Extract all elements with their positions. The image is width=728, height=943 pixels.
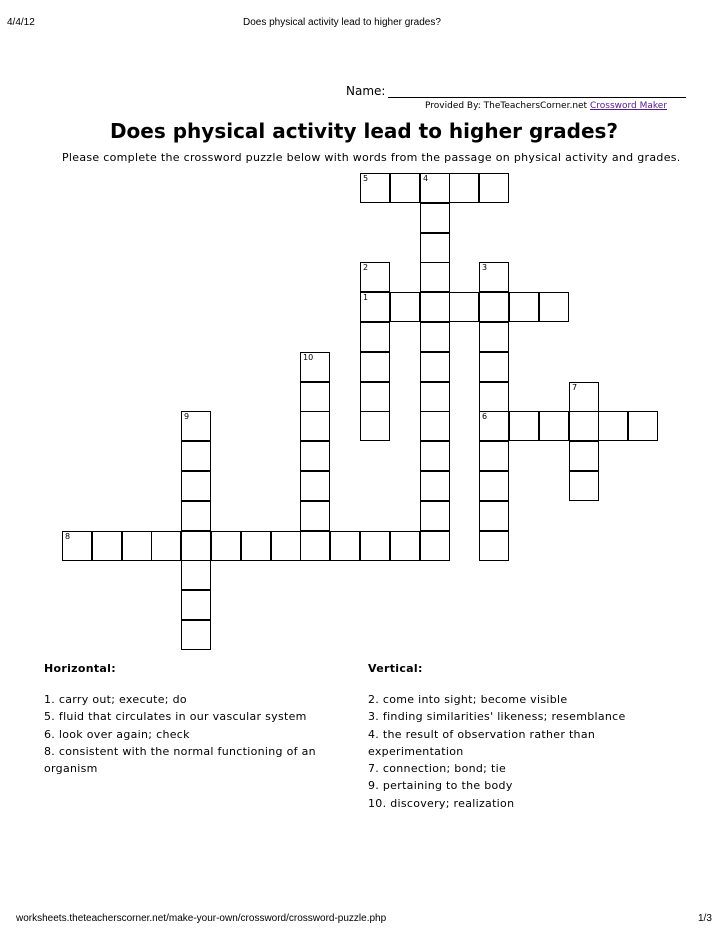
vertical-clues <box>368 691 658 812</box>
clue-number: 3 <box>482 263 488 272</box>
clue-line: 3. finding similarities' likeness; resemblance <box>368 710 626 724</box>
crossword-cell[interactable] <box>420 262 450 292</box>
crossword-cell[interactable] <box>390 173 420 203</box>
crossword-cell[interactable] <box>479 531 509 561</box>
crossword-cell[interactable] <box>241 531 271 561</box>
crossword-cell[interactable] <box>479 173 509 203</box>
crossword-cell[interactable] <box>181 471 211 501</box>
crossword-cell[interactable] <box>420 382 450 412</box>
clue-line: 4. the result of observation rather than <box>368 727 596 741</box>
crossword-cell[interactable] <box>300 352 330 382</box>
crossword-cell[interactable] <box>92 531 122 561</box>
crossword-cell[interactable] <box>300 531 330 561</box>
horizontal-heading: Horizontal: <box>44 662 116 675</box>
clue-line: 6. look over again; check <box>44 727 190 741</box>
clue-line: experimentation <box>368 744 464 758</box>
crossword-cell[interactable] <box>479 471 509 501</box>
clue-line: 2. come into sight; become visible <box>368 693 568 706</box>
crossword-cell[interactable] <box>479 441 509 471</box>
crossword-cell[interactable] <box>420 233 450 263</box>
vertical-heading: Vertical: <box>368 662 423 675</box>
crossword-cell[interactable] <box>360 352 390 382</box>
crossword-cell[interactable] <box>300 501 330 531</box>
crossword-cell[interactable] <box>360 411 390 441</box>
clue-number: 7 <box>572 383 578 392</box>
crossword-cell[interactable] <box>420 411 450 441</box>
crossword-cell[interactable] <box>569 441 599 471</box>
crossword-cell[interactable] <box>181 411 211 441</box>
crossword-cell[interactable] <box>420 441 450 471</box>
crossword-cell[interactable] <box>300 471 330 501</box>
crossword-cell[interactable] <box>509 292 539 322</box>
clue-number: 5 <box>363 174 369 183</box>
crossword-cell[interactable] <box>479 382 509 412</box>
crossword-cell[interactable] <box>569 382 599 412</box>
crossword-cell[interactable] <box>539 411 569 441</box>
crossword-cell[interactable] <box>271 531 301 561</box>
clue-line: 8. consistent with the normal functioning of an <box>44 744 316 758</box>
clue-number: 8 <box>65 532 71 541</box>
crossword-cell[interactable] <box>122 531 152 561</box>
crossword-cell[interactable] <box>420 352 450 382</box>
clue-line: 7. connection; bond; tie <box>368 762 507 776</box>
crossword-cell[interactable] <box>479 292 509 322</box>
crossword-cell[interactable] <box>420 173 450 203</box>
clue-line: 5. fluid that circulates in our vascular system <box>44 710 307 724</box>
crossword-cell[interactable] <box>181 560 211 590</box>
crossword-cell[interactable] <box>360 262 390 292</box>
crossword-cell[interactable] <box>569 471 599 501</box>
print-footer-url: worksheets.theteacherscorner.net/make-your-own/crossword/crossword-puzzle.php <box>16 913 387 924</box>
crossword-cell[interactable] <box>181 501 211 531</box>
crossword-cell[interactable] <box>420 322 450 352</box>
crossword-cell[interactable] <box>211 531 241 561</box>
crossword-cell[interactable] <box>360 382 390 412</box>
horizontal-clues <box>44 691 334 777</box>
crossword-maker-link[interactable]: Crossword Maker <box>589 101 668 111</box>
clue-number: 1 <box>363 293 369 302</box>
crossword-cell[interactable] <box>479 411 509 441</box>
clue-line: 9. pertaining to the body <box>368 779 513 793</box>
crossword-cell[interactable] <box>181 620 211 650</box>
clue-line: 1. carry out; execute; do <box>44 693 187 706</box>
provided-by-text: Provided By: TheTeachersCorner.net <box>425 101 588 111</box>
crossword-cell[interactable] <box>420 203 450 233</box>
crossword-cell[interactable] <box>300 411 330 441</box>
crossword-cell[interactable] <box>598 411 628 441</box>
crossword-cell[interactable] <box>390 292 420 322</box>
clue-number: 2 <box>363 263 369 272</box>
clue-number: 9 <box>184 412 190 421</box>
crossword-cell[interactable] <box>420 501 450 531</box>
crossword-cell[interactable] <box>479 352 509 382</box>
crossword-cell[interactable] <box>300 441 330 471</box>
crossword-cell[interactable] <box>181 590 211 620</box>
crossword-cell[interactable] <box>420 292 450 322</box>
name-label: Name: <box>346 84 386 98</box>
clue-number: 6 <box>482 412 488 421</box>
crossword-cell[interactable] <box>181 441 211 471</box>
crossword-cell[interactable] <box>181 531 211 561</box>
crossword-cell[interactable] <box>360 292 390 322</box>
crossword-cell[interactable] <box>360 531 390 561</box>
crossword-cell[interactable] <box>479 262 509 292</box>
instructions: Please complete the crossword puzzle below with words from the passage on physical activity and grades. <box>62 151 681 164</box>
print-date: 4/4/12 <box>7 17 35 28</box>
crossword-cell[interactable] <box>330 531 360 561</box>
page-number: 1/3 <box>698 913 712 924</box>
clue-line: 10. discovery; realization <box>368 796 515 810</box>
crossword-cell[interactable] <box>569 411 599 441</box>
clue-number: 10 <box>303 353 314 362</box>
crossword-cell[interactable] <box>449 292 479 322</box>
crossword-cell[interactable] <box>420 471 450 501</box>
page-title: Does physical activity lead to higher grades? <box>109 119 619 143</box>
crossword-cell[interactable] <box>300 382 330 412</box>
crossword-cell[interactable] <box>360 322 390 352</box>
crossword-cell[interactable] <box>628 411 658 441</box>
crossword-cell[interactable] <box>420 531 450 561</box>
crossword-cell[interactable] <box>509 411 539 441</box>
crossword-cell[interactable] <box>151 531 181 561</box>
crossword-cell[interactable] <box>390 531 420 561</box>
crossword-cell[interactable] <box>539 292 569 322</box>
crossword-cell[interactable] <box>360 173 390 203</box>
crossword-cell[interactable] <box>479 501 509 531</box>
crossword-cell[interactable] <box>62 531 92 561</box>
clue-number: 4 <box>423 174 429 183</box>
crossword-cell[interactable] <box>449 173 479 203</box>
clue-line: organism <box>44 762 98 776</box>
print-header-title: Does physical activity lead to higher grades? <box>243 17 441 28</box>
crossword-cell[interactable] <box>479 322 509 352</box>
